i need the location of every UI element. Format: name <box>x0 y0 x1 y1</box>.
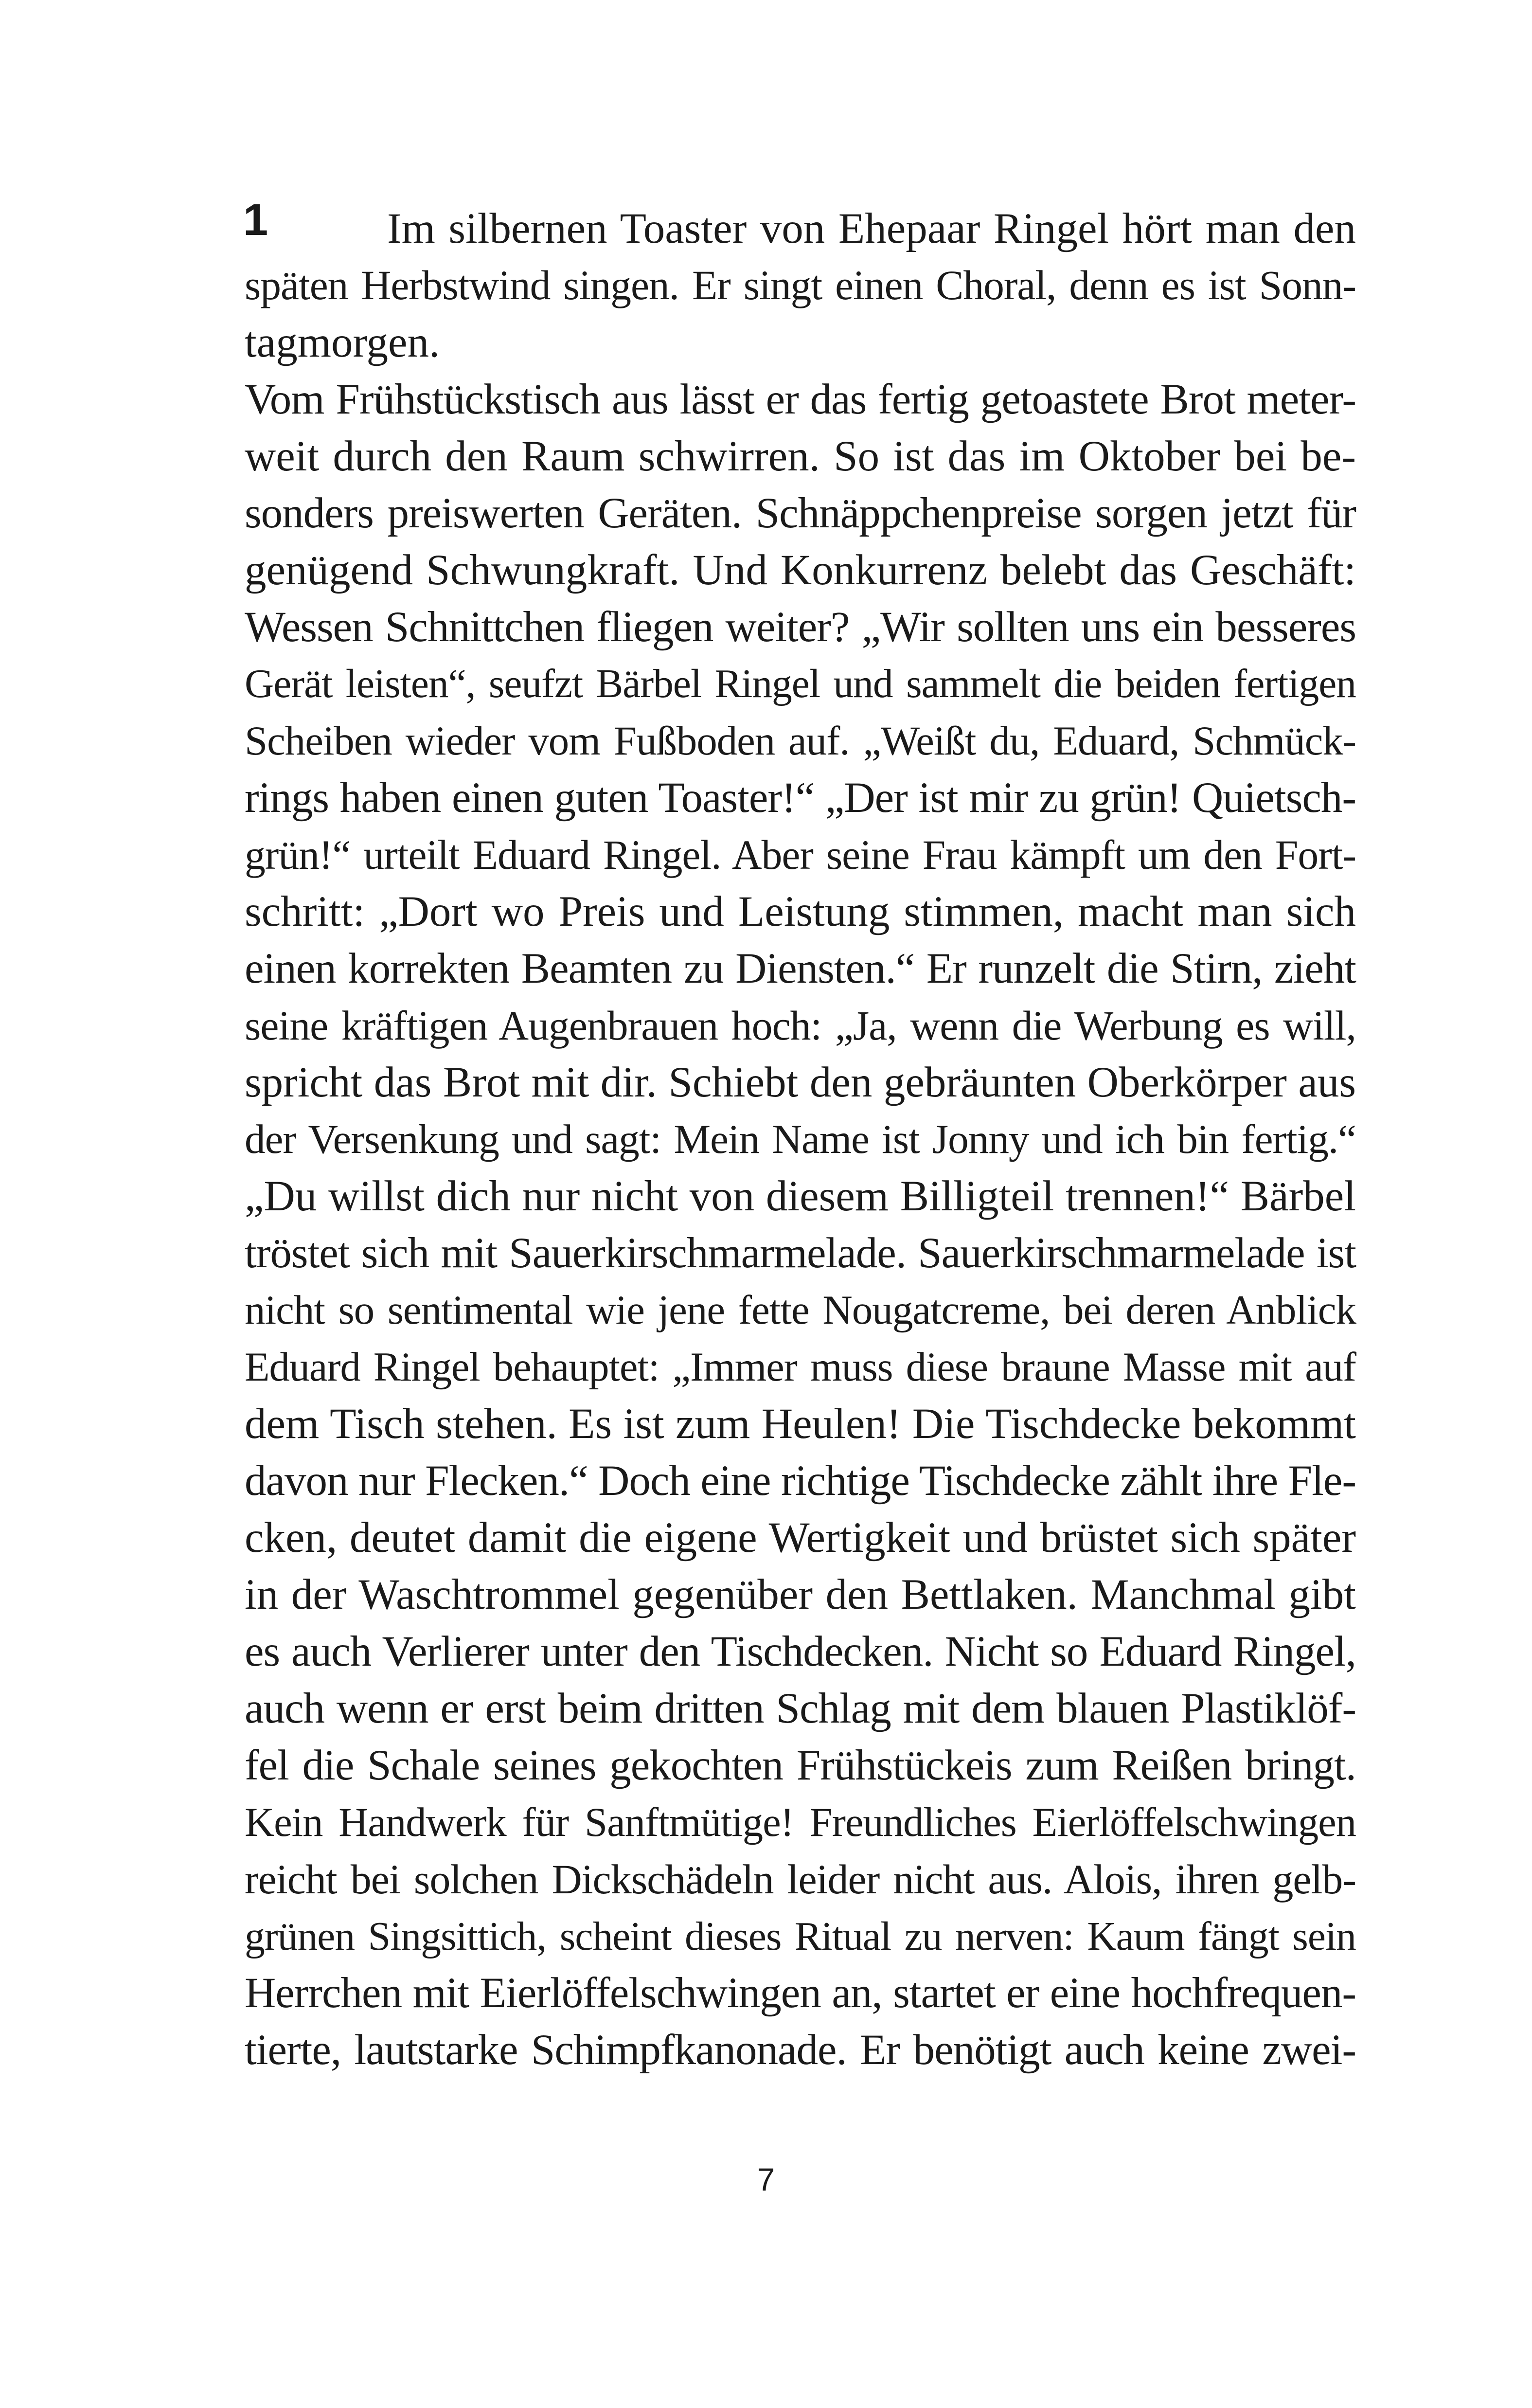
text-line: Im silbernen Toaster von Ehepaar Ringel hört man den <box>387 205 1356 252</box>
text-line: spricht das Brot mit dir. Schiebt den gebräunten Oberkörper aus <box>245 1059 1356 1106</box>
text-line: cken, deutet damit die eigene Wertigkeit und brüstet sich später <box>245 1514 1356 1562</box>
text-line: grünen Singsittich, scheint dieses Ritual zu nerven: Kaum fängt sein <box>245 1914 1356 1959</box>
text-line: Kein Handwerk für Sanftmütige! Freundliches Eierlöffelschwingen <box>245 1800 1356 1845</box>
text-line: auch wenn er erst beim dritten Schlag mit dem blauen Plastiklöf- <box>245 1685 1356 1732</box>
text-line: schritt: „Dort wo Preis und Leistung stimmen, macht man sich <box>245 888 1356 935</box>
text-line: rings haben einen guten Toaster!“ „Der ist mir zu grün! Quietsch- <box>245 774 1356 822</box>
text-line: genügend Schwungkraft. Und Konkurrenz belebt das Geschäft: <box>245 546 1356 594</box>
text-line: davon nur Flecken.“ Doch eine richtige Tischdecke zählt ihre Fle- <box>245 1457 1356 1505</box>
text-line: Vom Frühstückstisch aus lässt er das fertig getoastete Brot meter- <box>245 376 1356 423</box>
text-line: in der Waschtrommel gegenüber den Bettlaken. Manchmal gibt <box>245 1571 1356 1618</box>
text-line: tagmorgen. <box>245 319 440 366</box>
page-number: 7 <box>757 2161 775 2197</box>
text-line: es auch Verlierer unter den Tischdecken. Nicht so Eduard Ringel, <box>245 1628 1356 1675</box>
text-line: späten Herbstwind singen. Er singt einen Choral, denn es ist Sonn- <box>245 263 1356 308</box>
text-line: fel die Schale seines gekochten Frühstückeis zum Reißen bringt. <box>245 1742 1356 1789</box>
text-line: nicht so sentimental wie jene fette Nougatcreme, bei deren Anblick <box>245 1287 1356 1333</box>
text-line: „Du willst dich nur nicht von diesem Billigteil trennen!“ Bärbel <box>245 1172 1356 1220</box>
text-line: einen korrekten Beamten zu Diensten.“ Er runzelt die Stirn, zieht <box>245 945 1356 992</box>
chapter-number: 1 <box>243 195 268 245</box>
text-line: der Versenkung und sagt: Mein Name ist Jonny und ich bin fertig.“ <box>245 1116 1356 1162</box>
text-line: dem Tisch stehen. Es ist zum Heulen! Die Tischdecke bekommt <box>245 1400 1356 1448</box>
body-text <box>245 200 1356 2079</box>
text-line: Wessen Schnittchen fliegen weiter? „Wir sollten uns ein besseres <box>245 603 1356 651</box>
text-line: Scheiben wieder vom Fußboden auf. „Weißt du, Eduard, Schmück- <box>245 718 1356 764</box>
text-line: weit durch den Raum schwirren. So ist das im Oktober bei be- <box>245 432 1356 480</box>
text-line: reicht bei solchen Dickschädeln leider nicht aus. Alois, ihren gelb- <box>245 1856 1356 1903</box>
text-line: tröstet sich mit Sauerkirschmarmelade. Sauerkirschmarmelade ist <box>245 1229 1356 1277</box>
text-line: seine kräftigen Augenbrauen hoch: „Ja, wenn die Werbung es will, <box>245 1003 1356 1049</box>
text-line: Eduard Ringel behauptet: „Immer muss diese braune Masse mit auf <box>245 1345 1356 1390</box>
text-line: sonders preiswerten Geräten. Schnäppchenpreise sorgen jetzt für <box>245 489 1356 537</box>
text-line: Herrchen mit Eierlöffelschwingen an, startet er eine hochfrequen- <box>245 1969 1356 2017</box>
text-line: grün!“ urteilt Eduard Ringel. Aber seine Frau kämpft um den Fort- <box>245 832 1356 878</box>
text-line: Gerät leisten“, seufzt Bärbel Ringel und sammelt die beiden fertigen <box>245 662 1356 706</box>
text-line: tierte, lautstarke Schimpfkanonade. Er benötigt auch keine zwei- <box>245 2026 1356 2074</box>
